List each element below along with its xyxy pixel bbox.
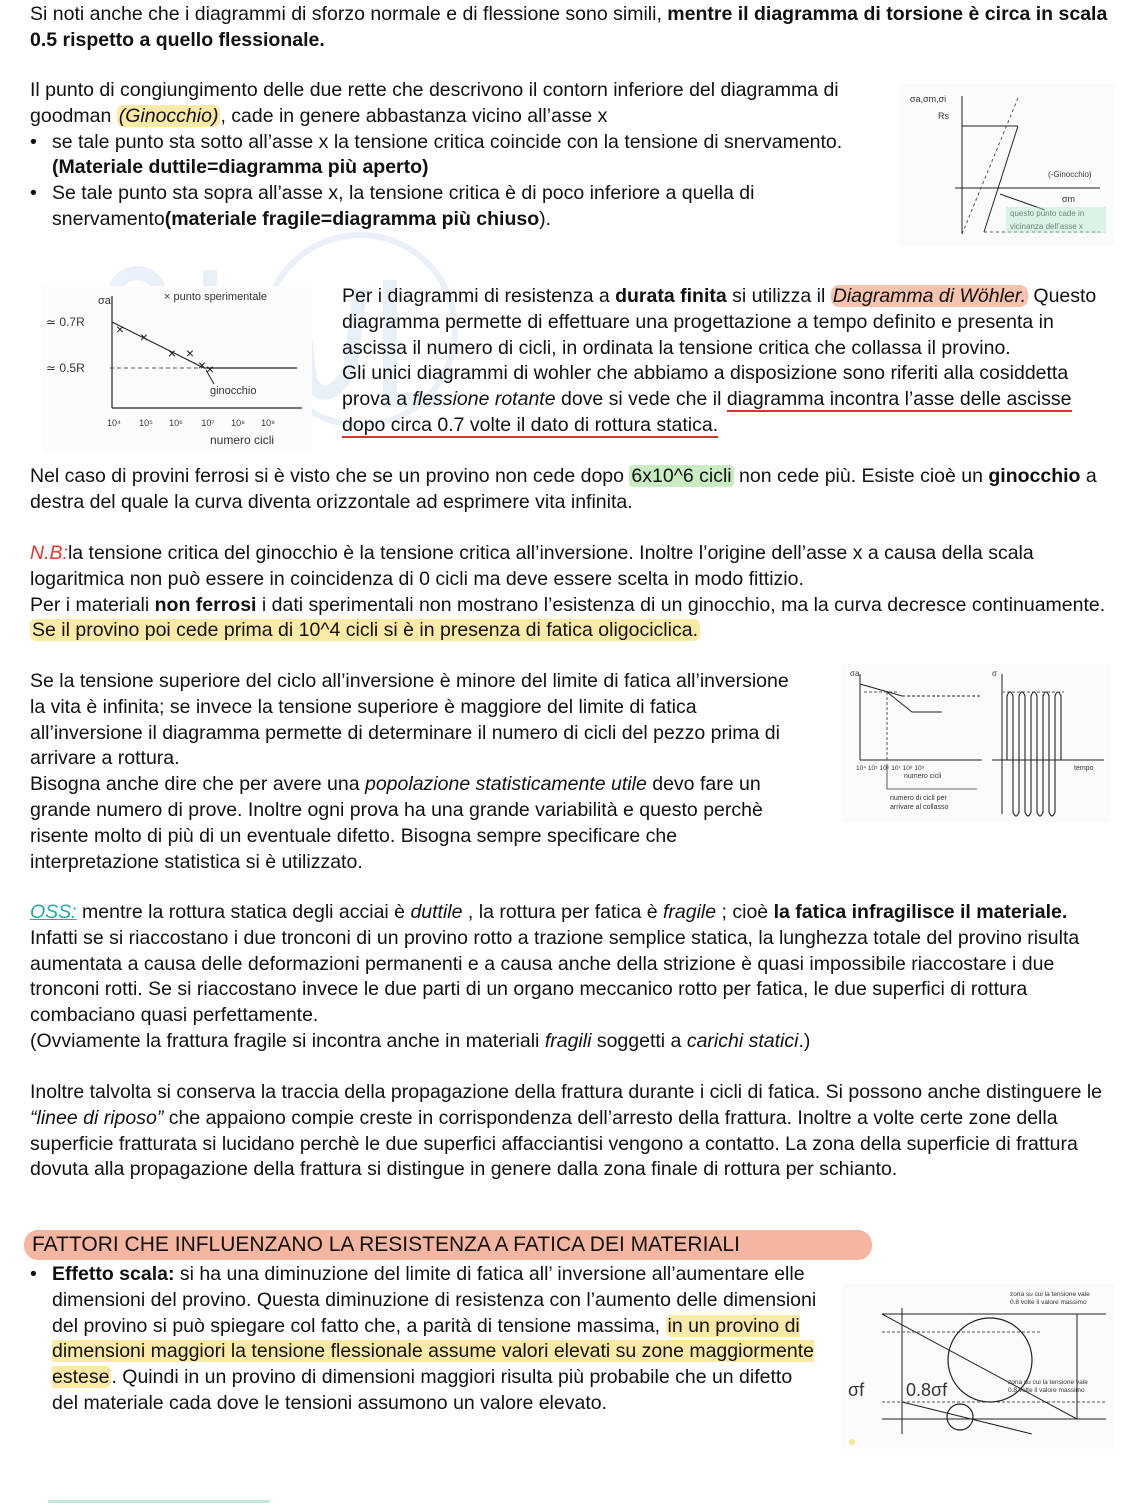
wohler-tick: 10⁶ [169, 418, 183, 428]
goodman-y-label: σa,σm,σi [910, 94, 947, 104]
scale-note-bot-1: zona su cui la tensione vale [1008, 1379, 1088, 1386]
goodman-knee-section: Il punto di congiungimento delle due rette che descrivono il contorn inferiore del diagramma di goodman (Ginocchio) , cade in genere abbastanza vicino all’asse x • se tale punto sta sotto all’asse x la tensione critica coincide con la tensione di snervamento. (Materiale duttile=diagramma più aperto) • Se tale punto sta sopra all’asse x, la tensione critica è di poco inferiore a quella di snervamento(materiale fragile=diagramma più chiuso). [30, 78, 860, 233]
svg-text:×: × [167, 345, 177, 361]
scale-note-bot-2: 0.8 volte il valore massimo [1008, 1387, 1085, 1394]
wohler-tick: 10⁷ [201, 418, 215, 428]
cycles-y1-label: σa [850, 669, 860, 678]
nb-paragraph: N.B:la tensione critica del ginocchio è la tensione critica all’inversione. Inoltre l’origine dell’asse x a causa della scala logaritmica non può essere in coincidenza di 0 cicli ma deve essere scelta in modo fittizio. Per i materiali non ferrosi i dati sperimentali non mostrano l’esistenza di un ginocchio, ma la curva decresce continuamente. Se il provino poi cede prima di 10^4 cicli si è in presenza di fatica oligociclica. [30, 542, 1106, 642]
section-heading: FATTORI CHE INFLUENZANO LA RESISTENZA A FATICA DEI MATERIALI [24, 1230, 872, 1260]
wohler-tick: 10⁵ [139, 418, 153, 428]
wohler-legend: × punto sperimentale [164, 291, 268, 303]
goodman-diagram-figure [900, 84, 1115, 246]
svg-text:×: × [197, 357, 207, 373]
wohler-knee-label: ginocchio [210, 385, 257, 397]
wohler-label-05: ≃ 0.5R [46, 361, 85, 375]
svg-text:×: × [185, 345, 195, 361]
wohler-y-label: σa [98, 295, 111, 307]
cycles-note-2: arrivare al collasso [890, 804, 949, 811]
cycles-diagram-figure [842, 664, 1110, 822]
fracture-trace-paragraph: Inoltre talvolta si conserva la traccia della propagazione della frattura durante i cicli di fatica. Si possono anche distinguere le “linee di riposo” che appaiono compie creste in corrispondenza dell’arresto della frattura. Inoltre a volte certe zone della superficie fratturata si lucidano perchè le due superfici affacciantisi vengono a contatto. La zona della superficie di frattura dovuta alla propagazione della frattura si distingue in genere dalla zona finale di rottura per schianto. [30, 1081, 1103, 1181]
ferrous-paragraph: Nel caso di provini ferrosi si è visto che se un provino non cede dopo 6x10^6 cicli non cede più. Esiste cioè un ginocchio a destra del quale la curva diventa orizzontale ad esprimere vita infinita. [30, 465, 1097, 513]
wohler-x-label: numero cicli [210, 433, 275, 447]
oss-paragraph: OSS: mentre la rottura statica degli acciai è duttile , la rottura per fatica è fragile ; cioè la fatica infragilisce il materiale. Infatti se si riaccostano i due tronconi di un provino rotto a trazione semplice statica, la lunghezza totale del provino risulta aumentata a causa delle deformazioni permanenti e a causa anche della strizione è quasi impossibile riaccostare i due tronconi rotti. Se si riaccostano invece le due parti di un organo meccanico rotto per fatica, le due superfici di rottura combaciano quasi perfettamente. (Ovviamente la frattura fragile si incontra anche in materiali fragili soggetti a carichi statici.) [30, 901, 1080, 1052]
wohler-paragraph: Per i diagrammi di resistenza a durata finita si utilizza il Diagramma di Wöhler. Questo diagramma permette di effettuare una progettazione a tempo definito e presenta in ascissa il numero di cicli, in ordinata la tensione critica che collassa il provino. Gli unici diagrammi di wohler che abbiamo a disposizione sono riferiti alla cosiddetta prova a flessione rotante dove si vede che il diagramma incontra l’asse delle ascisse dopo circa 0.7 volte il dato di rottura statica. [342, 285, 1097, 436]
goodman-note-2: vicinanza dell’asse x [1010, 222, 1083, 231]
goodman-r-label: Rs [938, 111, 949, 121]
scale-sigma08-label: 0.8σf [906, 1380, 948, 1400]
goodman-note-1: questo punto cade in [1010, 209, 1085, 218]
bullet-brittle: • Se tale punto sta sopra all’asse x, la tensione critica è di poco inferiore a quella di snervamento(materiale fragile=diagramma più chiuso). [30, 181, 860, 233]
wohler-tick: 10⁴ [107, 418, 121, 428]
svg-text:×: × [115, 321, 125, 337]
scale-note-top-1: zona su cui la tensione vale [1010, 1291, 1090, 1298]
svg-text:×: × [139, 329, 149, 345]
cycles-note-1: numero di cicli per [890, 795, 947, 802]
bullet-scale-effect: • Effetto scala: si ha una diminuzione del limite di fatica all’ inversione all’aumentare elle dimensioni del provino. Questa diminuzione di resistenza con l’aumento delle dimensioni del provino si può spiegare col fatto che, a parità di tensione massima, in un provino di dimensioni maggiori la tensione flessionale assume valori elevati su zone maggiormente estese . Quindi in un provino di dimensioni maggiori risulta più probabile che un difetto del materiale cada dove le tensioni assumono un valore elevato. [30, 1262, 820, 1417]
wohler-diagram-figure [42, 286, 312, 452]
page-bottom-mark [48, 1500, 270, 1503]
wohler-tick: 10⁸ [231, 418, 245, 428]
bullet-ductile: • se tale punto sta sotto all’asse x la tensione critica coincide con la tensione di snervamento. (Materiale duttile=diagramma più aperto) [30, 130, 860, 182]
scale-note-top-2: 0.8 volte il valore massimo [1010, 1299, 1087, 1306]
intro-paragraph: Si noti anche che i diagrammi di sforzo normale e di flessione sono simili, mentre il diagramma di torsione è circa in scala 0.5 rispetto a quello flessionale. [30, 3, 1108, 51]
cycles-x1-label: numero cicli [904, 773, 942, 780]
scale-effect-figure [842, 1284, 1114, 1450]
fatigue-limit-paragraph: Se la tensione superiore del ciclo all’inversione è minore del limite di fatica all’inversione la vita è infinita; se invece la tensione superiore è maggiore del limite di fatica all’inversione il diagramma permette di determinare il numero di cicli del pezzo prima di arrivare a rottura. Bisogna anche dire che per avere una popolazione statisticamente utile devo fare un grande numero di prove. Inoltre ogni prova ha una grande variabilità e questo perchè risente molto di più di un eventuale difetto. Bisogna sempre specificare che interpretazione statistica si è utilizzato. [30, 670, 789, 873]
wohler-label-07: ≃ 0.7R [46, 315, 85, 329]
goodman-knee-label: (-Ginocchio) [1048, 170, 1092, 179]
cycles-x2-label: tempo [1074, 765, 1094, 772]
cycles-y2-label: σ [992, 669, 997, 678]
scale-effect-section [30, 1262, 820, 1417]
cycles-ticks: 10⁴ 10⁵ 10⁶ 10⁷ 10⁸ 10⁹ [856, 765, 925, 772]
wohler-tick: 10⁹ [261, 418, 275, 428]
goodman-x-label: σm [1062, 194, 1076, 204]
scale-sigma-label: σf [848, 1380, 865, 1400]
svg-text:×: × [205, 361, 215, 377]
